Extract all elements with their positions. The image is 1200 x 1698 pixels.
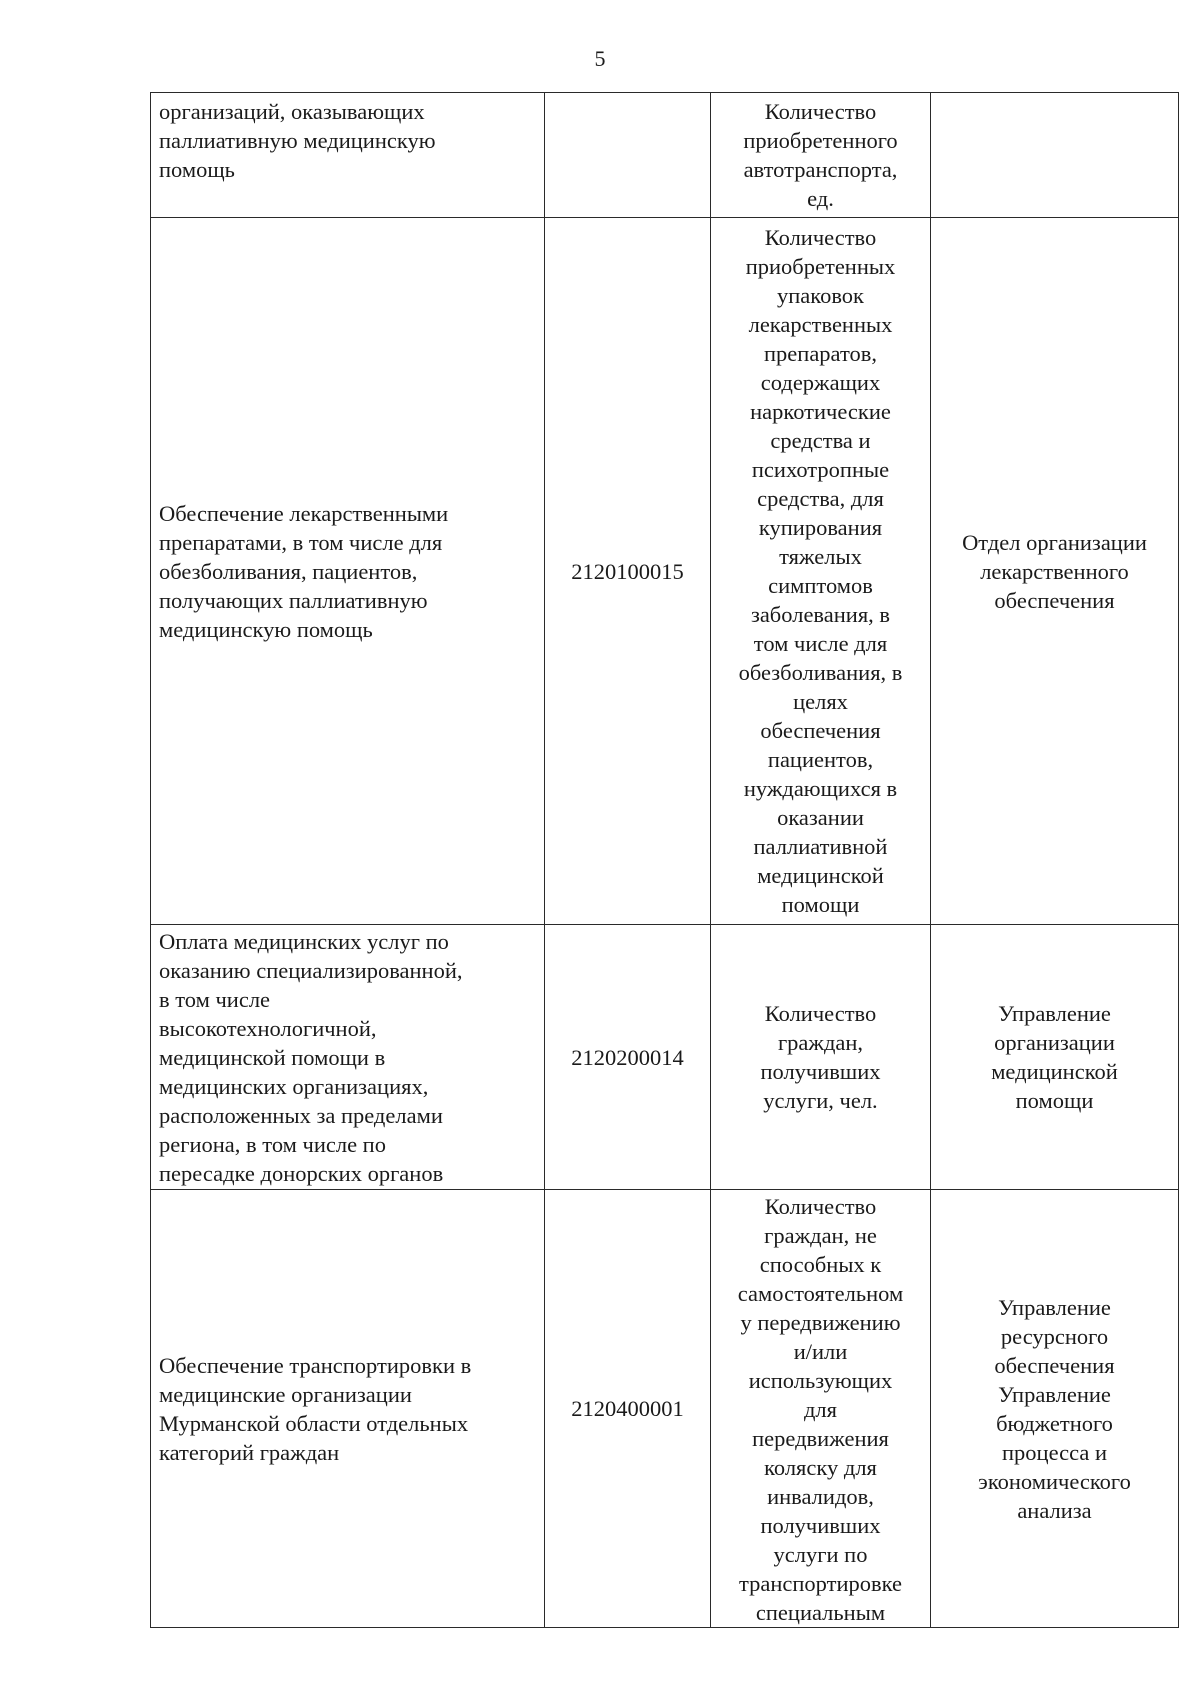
event-cell	[151, 218, 545, 925]
responsible-text: Управление организации медицинской помощи	[991, 1001, 1118, 1113]
code-cell	[545, 925, 711, 1190]
page-number: 5	[594, 46, 606, 71]
event-cell	[151, 93, 545, 218]
event-text: Обеспечение лекарственными препаратами, в том числе для обезболивания, пациентов, получающих паллиативную медицинскую помощь	[159, 500, 449, 642]
responsible-cell	[931, 1190, 1179, 1628]
event-cell	[151, 925, 545, 1190]
event-text: Оплата медицинских услуг по оказанию специализированной, в том числе высокотехнологичной, медицинской помощи в медицинских организациях, расположенных за пределами региона, в том числе по пересадке донорских органов	[159, 928, 463, 1186]
code-cell	[545, 93, 711, 218]
program-events-table	[150, 92, 1179, 1628]
indicator-text: Количество приобретенных упаковок лекарственных препаратов, содержащих наркотические средства и психотропные средства, для купирования тяжелых симптомов заболевания, в том числе для обезболивания, в целях обеспечения пациентов, нуждающихся в оказании паллиативной медицинской помощи	[738, 225, 903, 917]
event-text: Обеспечение транспортировки в медицинские организации Мурманской области отдельных категорий граждан	[159, 1352, 472, 1465]
code-text: 2120400001	[571, 1396, 684, 1421]
responsible-cell	[931, 93, 1179, 218]
responsible-text: Управление ресурсного обеспечения Управление бюджетного процесса и экономического анализа	[978, 1294, 1131, 1523]
indicator-cell	[711, 218, 931, 925]
event-cell	[151, 1190, 545, 1628]
responsible-cell	[931, 218, 1179, 925]
table-row	[151, 1190, 1179, 1628]
table-row	[151, 925, 1179, 1190]
event-text: организаций, оказывающих паллиативную медицинскую помощь	[159, 99, 436, 182]
responsible-text: Отдел организации лекарственного обеспечения	[962, 529, 1147, 613]
table-row	[151, 93, 1179, 218]
indicator-cell	[711, 93, 931, 218]
code-cell	[545, 218, 711, 925]
responsible-cell	[931, 925, 1179, 1190]
indicator-text: Количество граждан, не способных к самостоятельном у передвижению и/или использующих для передвижения коляску для инвалидов, получивших услуги по транспортировке специальным	[737, 1194, 904, 1625]
indicator-text: Количество граждан, получивших услуги, чел.	[760, 1001, 881, 1113]
indicator-cell	[711, 1190, 931, 1628]
code-text: 2120100015	[571, 558, 684, 584]
indicator-cell	[711, 925, 931, 1190]
table-row	[151, 218, 1179, 925]
code-text: 2120200014	[571, 1044, 684, 1070]
indicator-text: Количество приобретенного автотранспорта, ед.	[743, 99, 898, 211]
code-cell	[545, 1190, 711, 1628]
